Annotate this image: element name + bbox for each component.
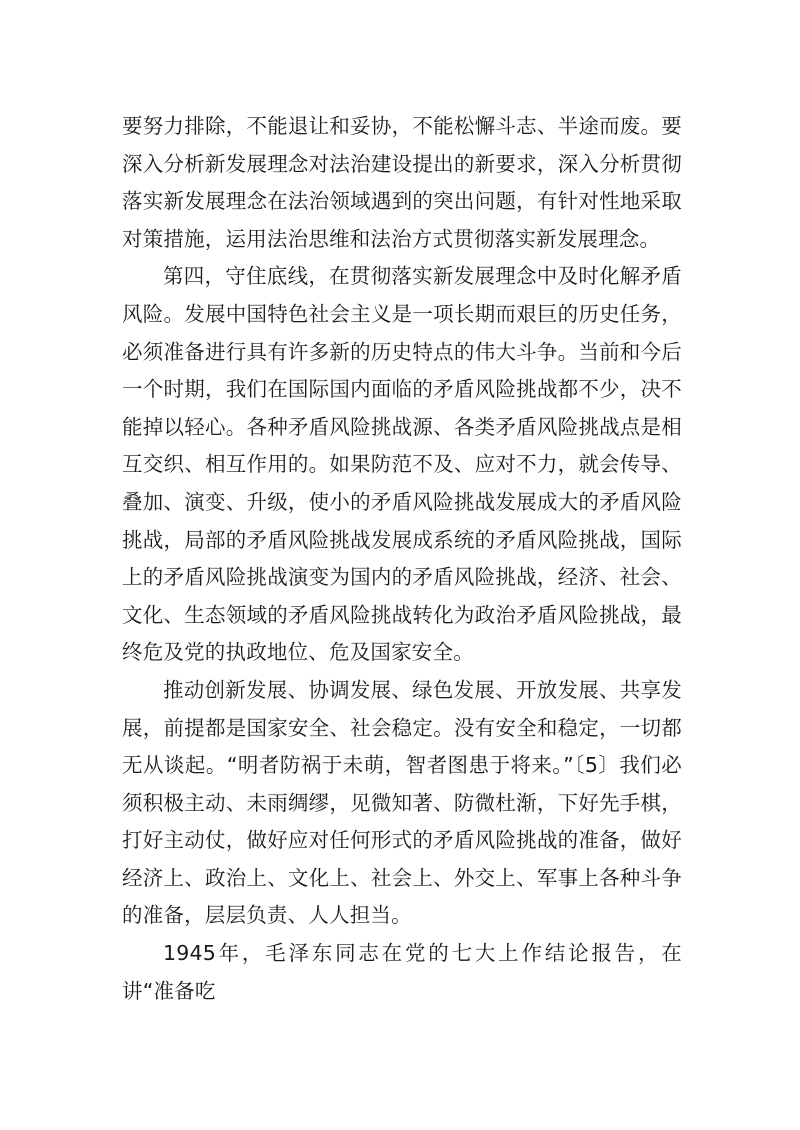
paragraph-2: 第四，守住底线，在贯彻落实新发展理念中及时化解矛盾风险。发展中国特色社会主义是一项长期而艰巨的历史任务，必须准备进行具有许多新的历史特点的伟大斗争。当前和今后一个时期，我们在国际国内面临的矛盾风险挑战都不少，决不能掉以轻心。各种矛盾风险挑战源、各类矛盾风险挑战点是相互交织、相互作用的。如果防范不及、应对不力，就会传导、叠加、演变、升级，使小的矛盾风险挑战发展成大的矛盾风险挑战，局部的矛盾风险挑战发展成系统的矛盾风险挑战，国际上的矛盾风险挑战演变为国内的矛盾风险挑战，经济、社会、文化、生态领域的矛盾风险挑战转化为政治矛盾风险挑战，最终危及党的执政地位、危及国家安全。 [122,264,682,665]
paragraph-1: 要努力排除，不能退让和妥协，不能松懈斗志、半途而废。要深入分析新发展理念对法治建设提出的新要求，深入分析贯彻落实新发展理念在法治领域遇到的突出问题，有针对性地采取对策措施，运用法治思维和法治方式贯彻落实新发展理念。 [122,114,682,251]
paragraph-3: 推动创新发展、协调发展、绿色发展、开放发展、共享发展，前提都是国家安全、社会稳定。没有安全和稳定，一切都无从谈起。“明者防祸于未萌，智者图患于将来。”〔5〕我们必须积极主动、未雨绸缪，见微知著、防微杜渐，下好先手棋，打好主动仗，做好应对任何形式的矛盾风险挑战的准备，做好经济上、政治上、文化上、社会上、外交上、军事上各种斗争的准备，层层负责、人人担当。 [122,677,682,928]
document-body [122,108,682,1010]
paragraph-4: 1945年，毛泽东同志在党的七大上作结论报告，在讲“准备吃 [122,941,682,1003]
